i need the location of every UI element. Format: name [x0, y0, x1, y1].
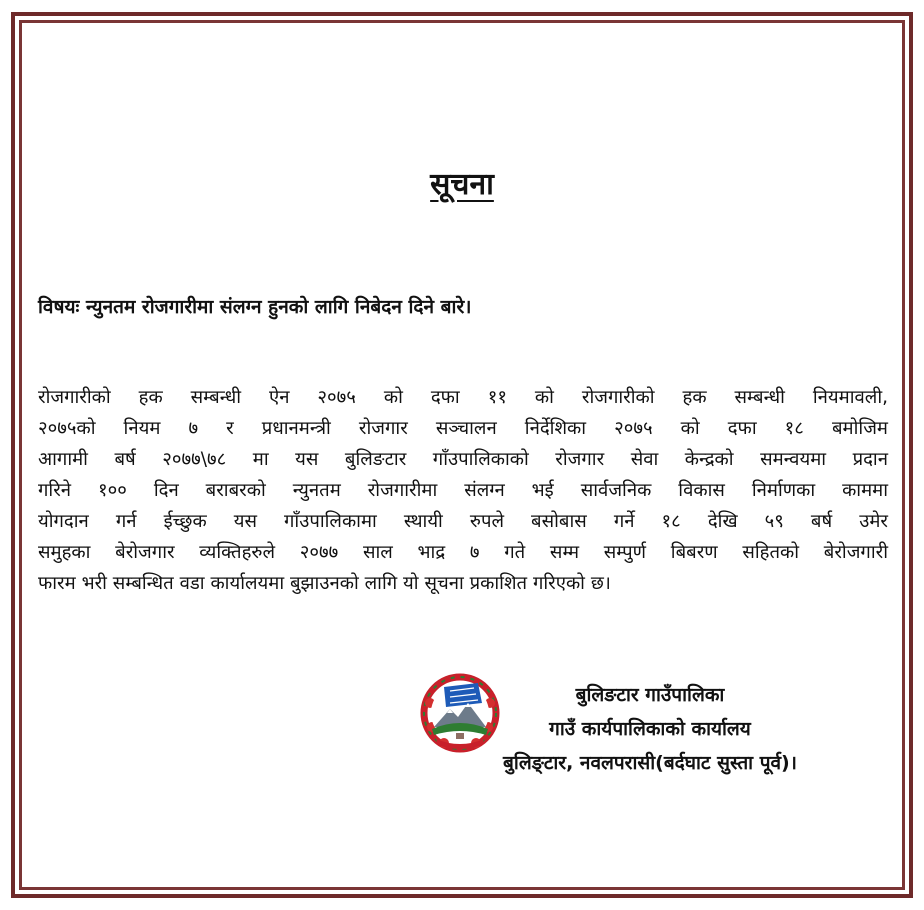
notice-title: सूचना	[430, 167, 494, 202]
notice-body-line: रोजगारीको हक सम्बन्धी ऐन २०७५ को दफा ११ को रोजगारीको हक सम्बन्धी नियमावली,	[38, 387, 888, 408]
notice-subject: विषयः न्युनतम रोजगारीमा संलग्न हुनको लागि निबेदन दिने बारे।	[38, 296, 472, 318]
notice-body-line: फारम भरी सम्बन्धित वडा कार्यालयमा बुझाउनको लागि यो सूचना प्रकाशित गरिएको छ।	[38, 573, 611, 594]
notice-body-line: समुहका बेरोजगार व्यक्तिहरुले २०७७ साल भाद्र ७ गते सम्म सम्पुर्ण बिबरण सहितको बेरोजगारी	[38, 542, 888, 563]
signature-block	[440, 678, 860, 780]
notice-body-line: आगामी बर्ष २०७७\७८ मा यस बुलिङटार गाँउपालिकाको रोजगार सेवा केन्द्रको समन्वयमा प्रदान	[38, 449, 888, 470]
signature-office-title: गाउँ कार्यपालिकाको कार्यालय	[549, 718, 751, 740]
notice-body	[38, 382, 888, 599]
signature-office-address: बुलिङ्टार, नवलपरासी(बर्दघाट सुस्ता पूर्व)।	[503, 752, 797, 774]
notice-body-line: २०७५को नियम ७ र प्रधानमन्त्री रोजगार सञ्चालन निर्देशिका २०७५ को दफा १८ बमोजिम	[38, 418, 888, 439]
notice-body-line: गरिने १०० दिन बराबरको न्युनतम रोजगारीमा संलग्न भई सार्वजनिक विकास निर्माणका काममा	[38, 480, 888, 501]
notice-body-line: योगदान गर्न ईच्छुक यस गाँउपालिकामा स्थायी रुपले बसोबास गर्ने १८ देखि ५९ बर्ष उमेर	[38, 511, 888, 532]
signature-office-name: बुलिङटार गाउँपालिका	[575, 684, 725, 706]
